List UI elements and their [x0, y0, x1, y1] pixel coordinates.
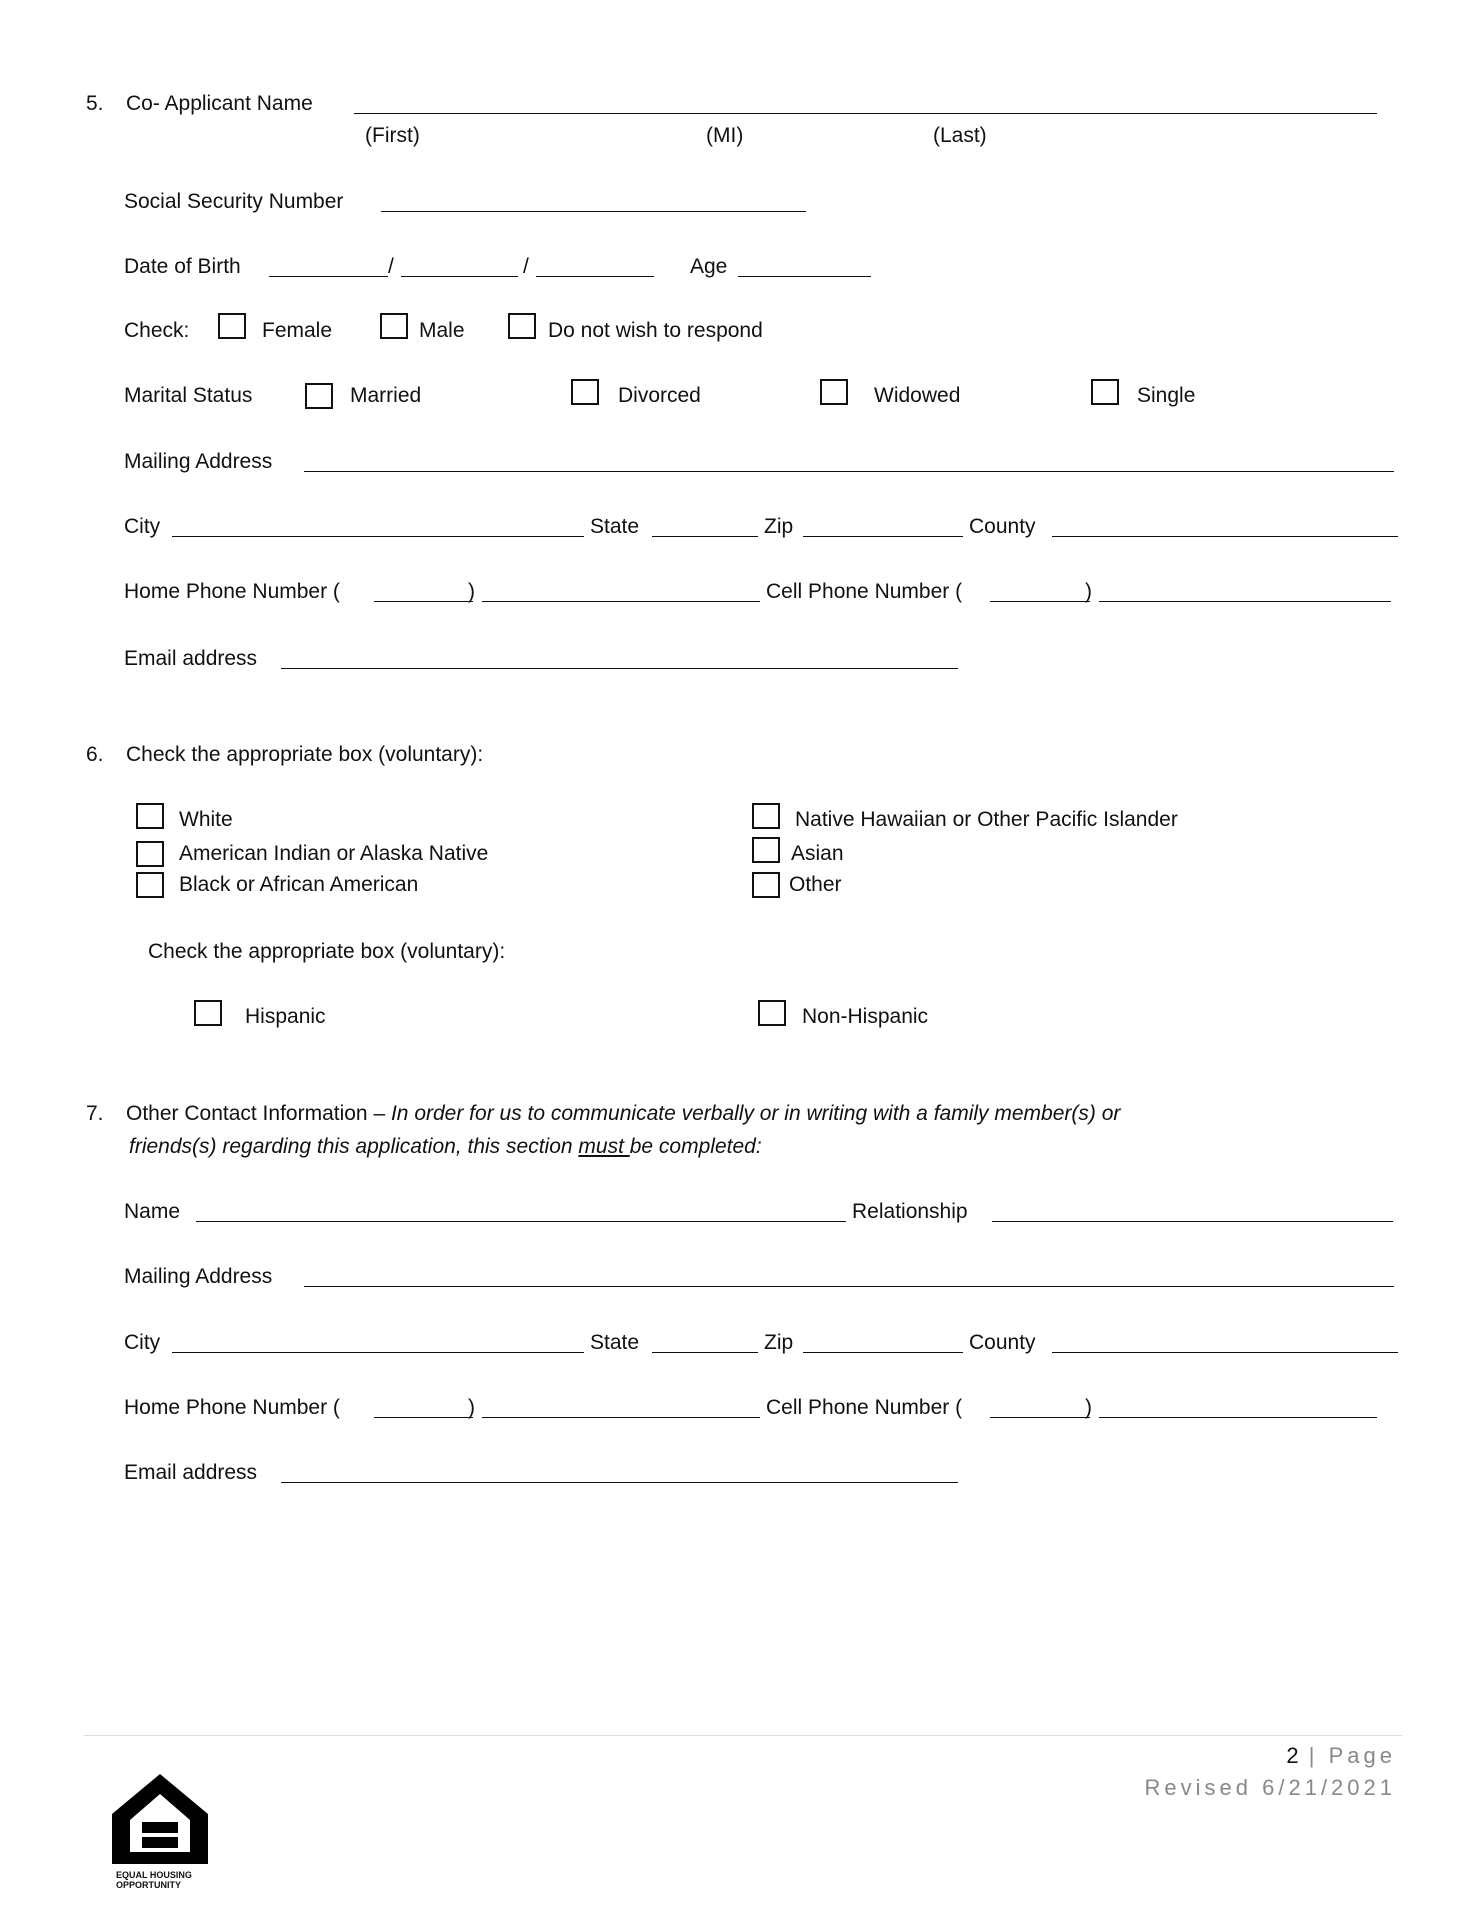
cell-phone-label: Cell Phone Number (: [766, 580, 963, 603]
asian-checkbox[interactable]: [752, 837, 780, 863]
single-checkbox[interactable]: [1091, 379, 1119, 405]
black-checkbox[interactable]: [136, 872, 164, 898]
other-contact-instruction: In order for us to communicate verbally or in writing with a family member(s) or: [390, 1102, 1121, 1125]
mi-hint: (MI): [706, 124, 744, 147]
cell-phone-area-code-field[interactable]: [990, 578, 1090, 602]
instruction-text: be completed:: [629, 1135, 762, 1158]
email-field[interactable]: [281, 645, 958, 669]
contact-county-label: County: [969, 1331, 1036, 1354]
page-number: [1145, 1740, 1396, 1772]
logo-text: [116, 1870, 212, 1890]
house-icon: [108, 1774, 212, 1864]
single-label: Single: [1137, 384, 1196, 407]
mailing-address-row: [0, 448, 1484, 476]
marital-status-label: Marital Status: [124, 384, 253, 407]
contact-email-field[interactable]: [281, 1459, 958, 1483]
widowed-checkbox[interactable]: [820, 379, 848, 405]
contact-cell-area-code-field[interactable]: [990, 1394, 1090, 1418]
mailing-address-field[interactable]: [304, 448, 1394, 472]
other-contact-heading-row: [0, 1100, 1484, 1128]
home-phone-area-code-field[interactable]: [374, 578, 473, 602]
instruction-text: friends(s) regarding this application, this section: [129, 1135, 579, 1158]
hispanic-checkbox[interactable]: [194, 1000, 222, 1026]
dob-month-field[interactable]: [269, 253, 388, 277]
mailing-address-label: Mailing Address: [124, 450, 273, 473]
city-field[interactable]: [172, 513, 584, 537]
race-heading-row: [0, 741, 1484, 769]
co-applicant-name-field[interactable]: [354, 90, 1377, 114]
paren-close: ): [468, 1396, 475, 1419]
page-label: | Page: [1308, 1743, 1396, 1768]
cell-phone-field[interactable]: [1099, 578, 1391, 602]
age-label: Age: [690, 255, 728, 278]
city-label: City: [124, 515, 161, 538]
other-race-checkbox[interactable]: [752, 872, 780, 898]
contact-email-row: [0, 1459, 1484, 1487]
white-label: White: [179, 808, 233, 831]
no-response-label: Do not wish to respond: [548, 319, 763, 342]
contact-cell-phone-label: Cell Phone Number (: [766, 1396, 963, 1419]
dob-day-field[interactable]: [401, 253, 518, 277]
male-label: Male: [419, 319, 465, 342]
race-row-3: [0, 871, 1484, 899]
non-hispanic-label: Non-Hispanic: [802, 1005, 929, 1028]
native-hawaiian-checkbox[interactable]: [752, 803, 780, 829]
contact-county-field[interactable]: [1052, 1329, 1398, 1353]
page-footer: [1145, 1740, 1396, 1804]
last-name-hint: (Last): [933, 124, 987, 147]
home-phone-field[interactable]: [482, 578, 760, 602]
contact-zip-field[interactable]: [803, 1329, 963, 1353]
marital-status-row: [0, 382, 1484, 410]
race-row-2: [0, 840, 1484, 868]
contact-mailing-row: [0, 1263, 1484, 1291]
section-number: 5.: [86, 92, 104, 115]
female-label: Female: [262, 319, 333, 342]
dob-row: [0, 253, 1484, 281]
page-number-value: 2: [1286, 1743, 1299, 1768]
ssn-row: [0, 188, 1484, 216]
age-field[interactable]: [738, 253, 871, 277]
gender-row: [0, 317, 1484, 345]
contact-city-row: [0, 1329, 1484, 1357]
home-phone-label: Home Phone Number (: [124, 580, 340, 603]
county-label: County: [969, 515, 1036, 538]
race-row-1: [0, 806, 1484, 834]
paren-close: ): [1085, 580, 1092, 603]
zip-label: Zip: [764, 515, 794, 538]
non-hispanic-checkbox[interactable]: [758, 1000, 786, 1026]
race-heading: Check the appropriate box (voluntary):: [126, 743, 484, 766]
other-contact-instruction-line-2: [129, 1133, 762, 1161]
contact-mailing-field[interactable]: [304, 1263, 1394, 1287]
dob-slash: /: [388, 255, 394, 278]
other-race-label: Other: [789, 873, 842, 896]
email-row: [0, 645, 1484, 673]
no-response-checkbox[interactable]: [508, 313, 536, 339]
revised-date: Revised 6/21/2021: [1144, 1775, 1396, 1800]
instruction-emphasis: must: [578, 1135, 630, 1158]
native-hawaiian-label: Native Hawaiian or Other Pacific Islander: [795, 808, 1178, 831]
relationship-field[interactable]: [992, 1198, 1393, 1222]
other-contact-instruction-row: [0, 1133, 1484, 1161]
section-number: 6.: [86, 743, 104, 766]
paren-close: ): [1085, 1396, 1092, 1419]
other-contact-title: Other Contact Information –: [126, 1102, 391, 1125]
contact-home-phone-field[interactable]: [482, 1394, 760, 1418]
divorced-label: Divorced: [618, 384, 701, 407]
white-checkbox[interactable]: [136, 803, 164, 829]
ethnicity-heading: Check the appropriate box (voluntary):: [148, 940, 506, 963]
paren-close: ): [468, 580, 475, 603]
contact-mailing-label: Mailing Address: [124, 1265, 273, 1288]
dob-year-field[interactable]: [536, 253, 654, 277]
contact-name-row: [0, 1198, 1484, 1226]
co-applicant-name-label: Co- Applicant Name: [126, 92, 313, 115]
female-checkbox[interactable]: [218, 313, 246, 339]
married-label: Married: [350, 384, 422, 407]
equal-housing-logo: [108, 1774, 212, 1890]
zip-field[interactable]: [803, 513, 963, 537]
co-applicant-name-row: [0, 90, 1484, 118]
contact-state-label: State: [590, 1331, 640, 1354]
contact-home-area-code-field[interactable]: [374, 1394, 473, 1418]
ssn-field[interactable]: [381, 188, 806, 212]
american-indian-label: American Indian or Alaska Native: [179, 842, 489, 865]
contact-email-label: Email address: [124, 1461, 258, 1484]
hispanic-label: Hispanic: [245, 1005, 326, 1028]
contact-zip-label: Zip: [764, 1331, 794, 1354]
contact-city-field[interactable]: [172, 1329, 584, 1353]
state-label: State: [590, 515, 640, 538]
dob-label: Date of Birth: [124, 255, 241, 278]
male-checkbox[interactable]: [380, 313, 408, 339]
contact-state-field[interactable]: [652, 1329, 758, 1353]
phone-row: [0, 578, 1484, 606]
divorced-checkbox[interactable]: [571, 379, 599, 405]
contact-cell-phone-field[interactable]: [1099, 1394, 1377, 1418]
email-label: Email address: [124, 647, 258, 670]
black-label: Black or African American: [179, 873, 419, 896]
logo-text-line: EQUAL HOUSING: [116, 1870, 192, 1880]
contact-home-phone-label: Home Phone Number (: [124, 1396, 340, 1419]
section-number: 7.: [86, 1102, 104, 1125]
county-field[interactable]: [1052, 513, 1398, 537]
first-name-hint: (First): [365, 124, 420, 147]
ssn-label: Social Security Number: [124, 190, 344, 213]
footer-divider: [84, 1735, 1402, 1736]
other-contact-heading: [126, 1100, 1120, 1128]
logo-text-line: OPPORTUNITY: [116, 1880, 182, 1890]
state-field[interactable]: [652, 513, 758, 537]
asian-label: Asian: [791, 842, 844, 865]
ethnicity-heading-row: [0, 938, 1484, 966]
dob-slash: /: [523, 255, 529, 278]
contact-name-label: Name: [124, 1200, 181, 1223]
name-parts-row: [0, 122, 1484, 150]
widowed-label: Widowed: [874, 384, 961, 407]
check-label: Check:: [124, 319, 190, 342]
city-row: [0, 513, 1484, 541]
ethnicity-row: [0, 1003, 1484, 1031]
contact-phone-row: [0, 1394, 1484, 1422]
relationship-label: Relationship: [852, 1200, 968, 1223]
american-indian-checkbox[interactable]: [136, 841, 164, 867]
contact-name-field[interactable]: [196, 1198, 846, 1222]
contact-city-label: City: [124, 1331, 161, 1354]
married-checkbox[interactable]: [305, 383, 333, 409]
